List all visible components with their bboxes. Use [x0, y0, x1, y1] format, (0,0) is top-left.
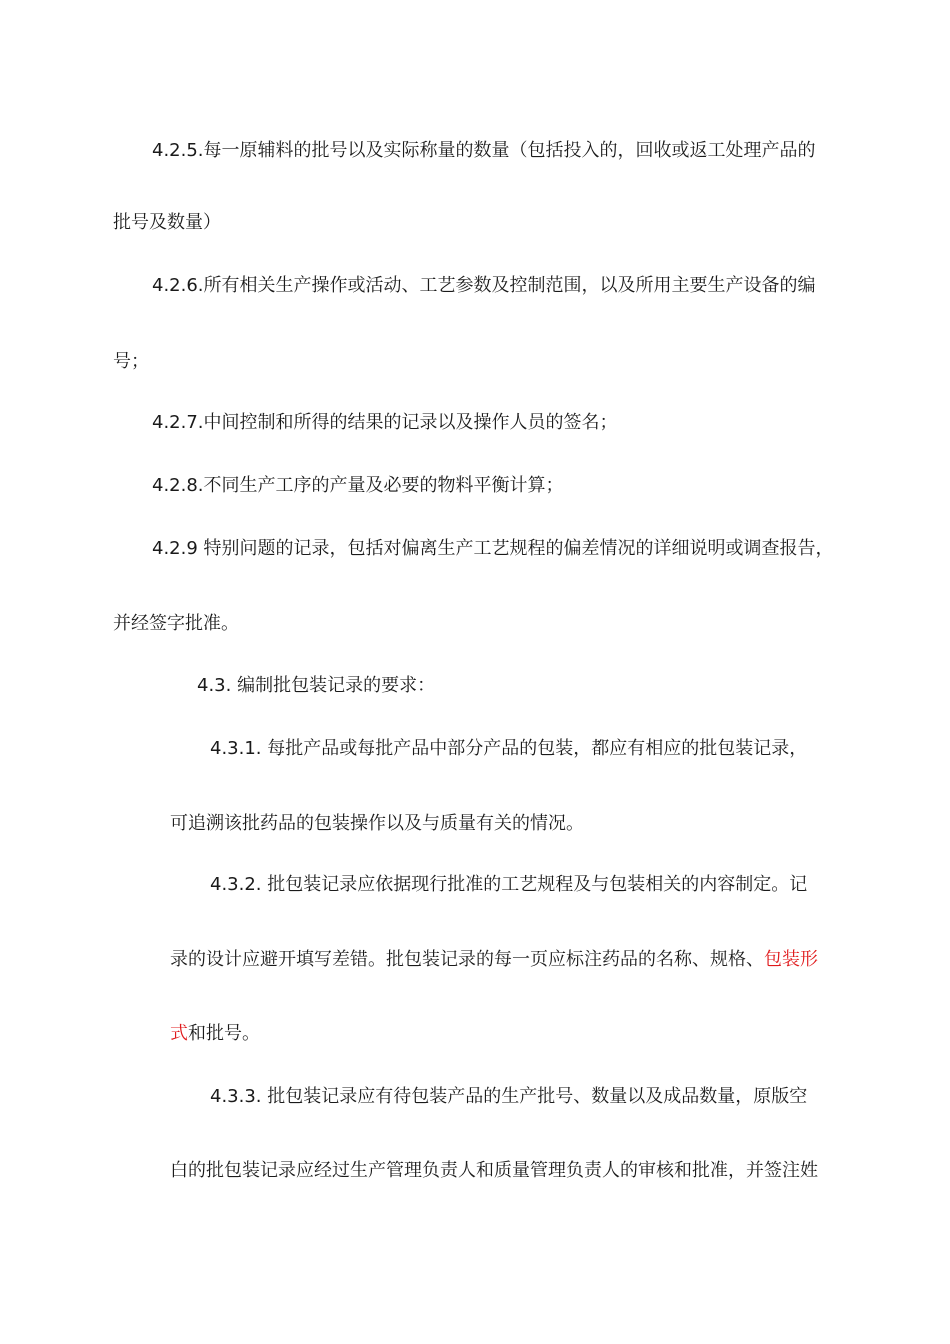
para-4-2-5-line2: 批号及数量）	[113, 212, 221, 233]
para-4-3-2-line3	[170, 1022, 260, 1046]
para-4-2-6-line1: 4.2.6.所有相关生产操作或活动、工艺参数及控制范围，以及所用主要生产设备的编	[152, 275, 816, 296]
para-4-2-5-line1: 4.2.5.每一原辅料的批号以及实际称量的数量（包括投入的，回收或返工处理产品的	[152, 140, 816, 161]
para-4-2-7: 4.2.7.中间控制和所得的结果的记录以及操作人员的签名；	[152, 412, 618, 433]
para-4-3-2-line1: 4.3.2. 批包装记录应依据现行批准的工艺规程及与包装相关的内容制定。记	[210, 874, 808, 895]
para-4-2-9-line1: 4.2.9 特别问题的记录，包括对偏离生产工艺规程的偏差情况的详细说明或调查报告，	[152, 538, 834, 559]
para-4-3-2-line3-text: 和批号。	[188, 1023, 260, 1044]
para-4-2-9-line2: 并经签字批准。	[113, 613, 239, 634]
para-4-2-6-line2: 号；	[113, 351, 149, 372]
para-4-3-2-line2-text: 录的设计应避开填写差错。批包装记录的每一页应标注药品的名称、规格、	[170, 949, 764, 970]
para-4-3-2-line2	[170, 948, 818, 972]
heading-4-3: 4.3. 编制批包装记录的要求：	[197, 675, 436, 696]
para-4-3-3-line1: 4.3.3. 批包装记录应有待包装产品的生产批号、数量以及成品数量，原版空	[210, 1086, 808, 1107]
highlighted-text: 包装形	[764, 949, 818, 970]
para-4-3-3-line2: 白的批包装记录应经过生产管理负责人和质量管理负责人的审核和批准，并签注姓	[170, 1160, 818, 1181]
highlighted-text: 式	[170, 1023, 188, 1044]
para-4-2-8: 4.2.8.不同生产工序的产量及必要的物料平衡计算；	[152, 475, 564, 496]
para-4-3-1-line1: 4.3.1. 每批产品或每批产品中部分产品的包装，都应有相应的批包装记录，	[210, 738, 808, 759]
para-4-3-1-line2: 可追溯该批药品的包装操作以及与质量有关的情况。	[170, 813, 584, 834]
